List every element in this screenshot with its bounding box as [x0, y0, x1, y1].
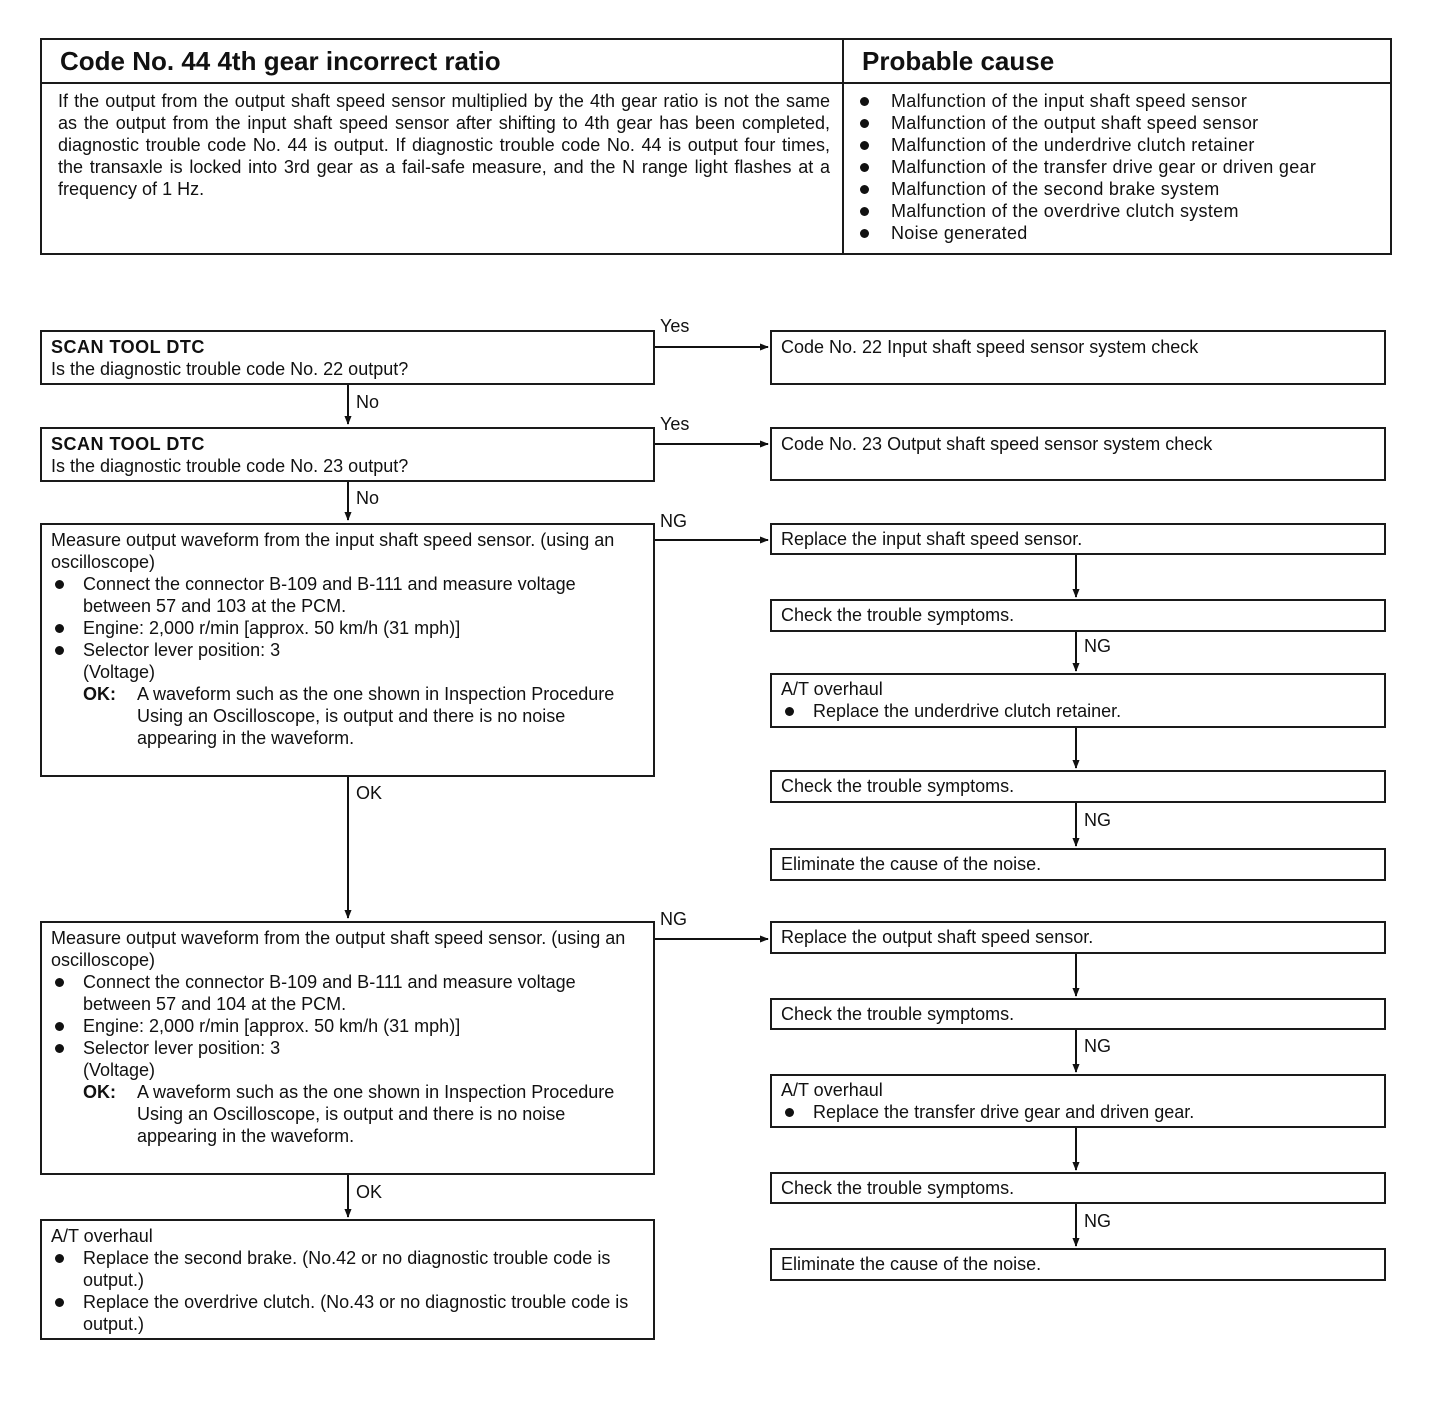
- ng4-step3-title: A/T overhaul: [781, 1080, 883, 1100]
- ng3-step4-text: Check the trouble symptoms.: [781, 776, 1015, 796]
- ng4-step4-box: [770, 1172, 1386, 1204]
- result-dtc22-box: [770, 330, 1386, 385]
- ng3-step3-title: A/T overhaul: [781, 679, 883, 699]
- cause-item: Malfunction of the transfer drive gear or driven gear: [856, 156, 1380, 178]
- step3-bullets: [51, 573, 644, 661]
- step1-box: [40, 330, 655, 385]
- step3-bullet: Engine: 2,000 r/min [approx. 50 km/h (31 mph)]: [51, 617, 644, 639]
- final-title: A/T overhaul: [51, 1226, 153, 1246]
- ng3-step3-bullet: Replace the underdrive clutch retainer.: [781, 700, 1375, 722]
- label-ng-r3: NG: [1084, 1036, 1111, 1056]
- code-title: Code No. 44 4th gear incorrect ratio: [60, 46, 501, 76]
- final-bullet: Replace the overdrive clutch. (No.43 or no diagnostic trouble code is output.): [51, 1291, 644, 1335]
- ng3-step1-box: [770, 523, 1386, 555]
- label-ng-3: NG: [660, 511, 687, 531]
- cause-title: Probable cause: [862, 46, 1055, 76]
- ng3-step4-box: [770, 770, 1386, 803]
- step4-bullet: Engine: 2,000 r/min [approx. 50 km/h (31 mph)]: [51, 1015, 644, 1037]
- ng3-step3-box: [770, 673, 1386, 728]
- ng4-step3-box: [770, 1074, 1386, 1128]
- step1-question: Is the diagnostic trouble code No. 22 output?: [51, 359, 409, 379]
- step3-box: [40, 523, 655, 777]
- step2-box: [40, 427, 655, 482]
- step4-sub: (Voltage): [83, 1060, 156, 1080]
- step3-intro: Measure output waveform from the input shaft speed sensor. (using an oscilloscope): [51, 530, 615, 572]
- step3-ok-row: [51, 683, 644, 749]
- label-ng-r1: NG: [1084, 636, 1111, 656]
- step4-ok-label: OK:: [83, 1082, 116, 1102]
- label-ng-r2: NG: [1084, 810, 1111, 830]
- step2-title: SCAN TOOL DTC: [51, 434, 205, 454]
- step1-title: SCAN TOOL DTC: [51, 337, 205, 357]
- ng4-step1-box: [770, 921, 1386, 954]
- ng3-step5-text: Eliminate the cause of the noise.: [781, 854, 1042, 874]
- label-ng-4: NG: [660, 909, 687, 929]
- label-yes-2: Yes: [660, 414, 690, 434]
- cause-item: Malfunction of the second brake system: [856, 178, 1380, 200]
- cause-item: Malfunction of the input shaft speed sensor: [856, 90, 1380, 112]
- step4-box: [40, 921, 655, 1175]
- ng3-step3-bullets: [781, 700, 1375, 722]
- label-yes-1: Yes: [660, 316, 690, 336]
- ng4-step4-text: Check the trouble symptoms.: [781, 1178, 1015, 1198]
- ng4-step2-box: [770, 998, 1386, 1030]
- cause-item: Malfunction of the underdrive clutch retainer: [856, 134, 1380, 156]
- step4-ok-text: A waveform such as the one shown in Inspection Procedure Using an Oscilloscope, is output and there is no noise appearing in the waveform.: [137, 1082, 615, 1146]
- step2-question: Is the diagnostic trouble code No. 23 output?: [51, 456, 409, 476]
- code-description: If the output from the output shaft speed sensor multiplied by the 4th gear ratio is not the same as the output from the input shaft speed sensor after shifting to 4th gear has been completed, diagnostic trouble code No. 44 is output. If diagnostic trouble code No. 44 is output four times, the transaxle is locked into 3rd gear as a fail-safe measure, and the N range light flashes at a frequency of 1 Hz.: [42, 84, 844, 253]
- ng4-step1-text: Replace the output shaft speed sensor.: [781, 927, 1094, 947]
- step4-intro: Measure output waveform from the output shaft speed sensor. (using an oscilloscope): [51, 928, 626, 970]
- result-dtc23-box: [770, 427, 1386, 481]
- step3-ok-text: A waveform such as the one shown in Inspection Procedure Using an Oscilloscope, is output and there is no noise appearing in the waveform.: [137, 684, 615, 748]
- step3-bullet: Connect the connector B-109 and B-111 and measure voltage between 57 and 103 at the PCM.: [51, 573, 644, 617]
- label-ng-r4: NG: [1084, 1211, 1111, 1231]
- ng4-step3-bullets: [781, 1101, 1375, 1123]
- step3-bullet: Selector lever position: 3: [51, 639, 644, 661]
- label-ok-3: OK: [356, 783, 383, 803]
- final-box: [40, 1219, 655, 1340]
- step4-bullet: Connect the connector B-109 and B-111 and measure voltage between 57 and 104 at the PCM.: [51, 971, 644, 1015]
- ng4-step2-text: Check the trouble symptoms.: [781, 1004, 1015, 1024]
- step4-bullets: [51, 971, 644, 1059]
- final-bullet: Replace the second brake. (No.42 or no diagnostic trouble code is output.): [51, 1247, 644, 1291]
- ng3-step2-box: [770, 599, 1386, 632]
- ng4-step3-bullet: Replace the transfer drive gear and driven gear.: [781, 1101, 1375, 1123]
- step4-ok-row: [51, 1081, 644, 1147]
- cause-item: Malfunction of the overdrive clutch system: [856, 200, 1380, 222]
- label-ok-4: OK: [356, 1182, 383, 1202]
- ng3-step1-text: Replace the input shaft speed sensor.: [781, 529, 1083, 549]
- label-no-1: No: [356, 392, 380, 412]
- ng4-step5-box: [770, 1248, 1386, 1281]
- final-bullets: [51, 1247, 644, 1335]
- cause-item: Malfunction of the output shaft speed sensor: [856, 112, 1380, 134]
- result-dtc22-text: Code No. 22 Input shaft speed sensor system check: [781, 337, 1199, 357]
- label-no-2: No: [356, 488, 380, 508]
- ng3-step2-text: Check the trouble symptoms.: [781, 605, 1015, 625]
- step4-bullet: Selector lever position: 3: [51, 1037, 644, 1059]
- cause-item: Noise generated: [856, 222, 1380, 244]
- result-dtc23-text: Code No. 23 Output shaft speed sensor system check: [781, 434, 1213, 454]
- ng3-step5-box: [770, 848, 1386, 881]
- step3-ok-label: OK:: [83, 684, 116, 704]
- ng4-step5-text: Eliminate the cause of the noise.: [781, 1254, 1042, 1274]
- step3-sub: (Voltage): [83, 662, 156, 682]
